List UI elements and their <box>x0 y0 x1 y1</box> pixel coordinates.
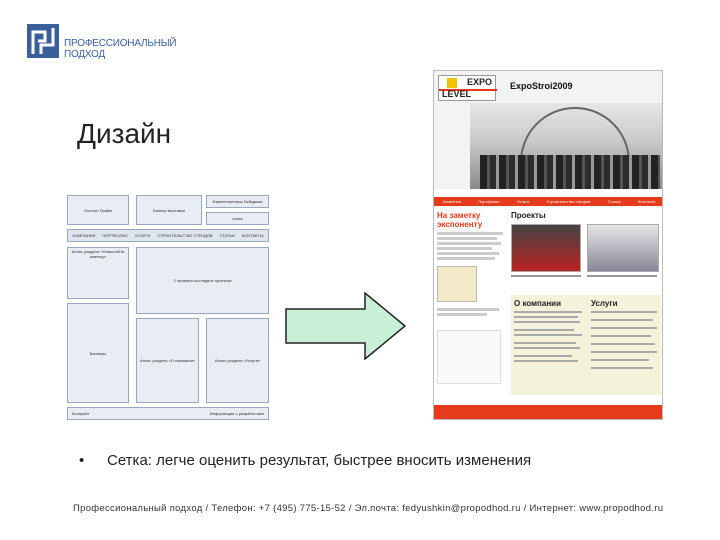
site-services-title: Услуги <box>591 299 618 308</box>
site-note-title: На заметку экспоненту <box>437 211 483 229</box>
wf-bottom-right: Анонс раздела «Услуги» <box>206 318 269 403</box>
site-menu-item: Портфолио <box>478 199 500 204</box>
slide-title: Дизайн <box>77 118 172 149</box>
wf-main-block: 2 примера последних проектов <box>136 247 269 314</box>
company-logo-text: ПРОФЕССИОНАЛЬНЫЙ ПОДХОД <box>64 38 177 60</box>
wf-search-block: поиск <box>206 212 269 225</box>
website-mockup <box>433 70 663 420</box>
wf-footer <box>67 407 269 420</box>
wf-nav-item: КОМПАНИЯ <box>72 233 96 238</box>
site-header <box>434 71 663 189</box>
site-about-title: О компании <box>514 299 561 308</box>
wf-nav-item: ПОРТФОЛИО <box>102 233 128 238</box>
wf-nav-item: УСЛУГИ <box>134 233 151 238</box>
company-logo-icon <box>27 24 59 58</box>
wf-nav-item: КОНТАКТЫ <box>241 233 264 238</box>
contact-footer: Профессиональный подход / Телефон: +7 (495) 775-15-52 / Эл.почта: fedyushkin@propodhod.ru / Интернет: www.propodhod.ru <box>73 503 664 514</box>
wf-nav-item: СТАТЬИ <box>219 233 235 238</box>
wf-left-mid: Баннеры <box>67 303 129 403</box>
wf-bottom-mid: Анонс раздела «О компании» <box>136 318 199 403</box>
wf-nav-bar <box>67 229 269 242</box>
site-expo-title: ExpoStroi2009 <box>510 81 573 91</box>
bullet-text: Сетка: легче оценить результат, быстрее вносить изменения <box>107 452 532 469</box>
site-left-column <box>437 211 507 401</box>
wf-lang-block: Изменение/язык Бейджика <box>206 195 269 208</box>
site-menu-item: Контакты <box>638 199 656 204</box>
site-menu-item: Статьи <box>607 199 621 204</box>
wf-left-top: Анонс раздела «Новости/На заметку» <box>67 247 129 299</box>
site-level-logo: EXPO LEVEL <box>438 75 496 101</box>
site-menu <box>434 197 663 206</box>
wf-banner-block: Баннер выставки <box>136 195 202 225</box>
wireframe-grid <box>67 195 270 420</box>
wf-footer-right: Информация о разработчике <box>209 411 264 416</box>
bullet-marker: • <box>79 452 85 469</box>
site-menu-item: Строительство стендов <box>546 199 591 204</box>
site-header-photo <box>470 103 663 189</box>
wf-logo-block: Логотип Прайм <box>67 195 129 225</box>
right-arrow-icon <box>285 292 407 360</box>
site-about-section <box>511 295 661 395</box>
wf-footer-left: Копирайт <box>72 411 90 416</box>
site-footer <box>434 405 663 420</box>
site-menu-item: Услуги <box>516 199 530 204</box>
wf-nav-item: СТРОИТЕЛЬСТВО СТЕНДОВ <box>157 233 213 238</box>
site-menu-item: Компания <box>442 199 461 204</box>
site-projects-title: Проекты <box>511 211 546 220</box>
